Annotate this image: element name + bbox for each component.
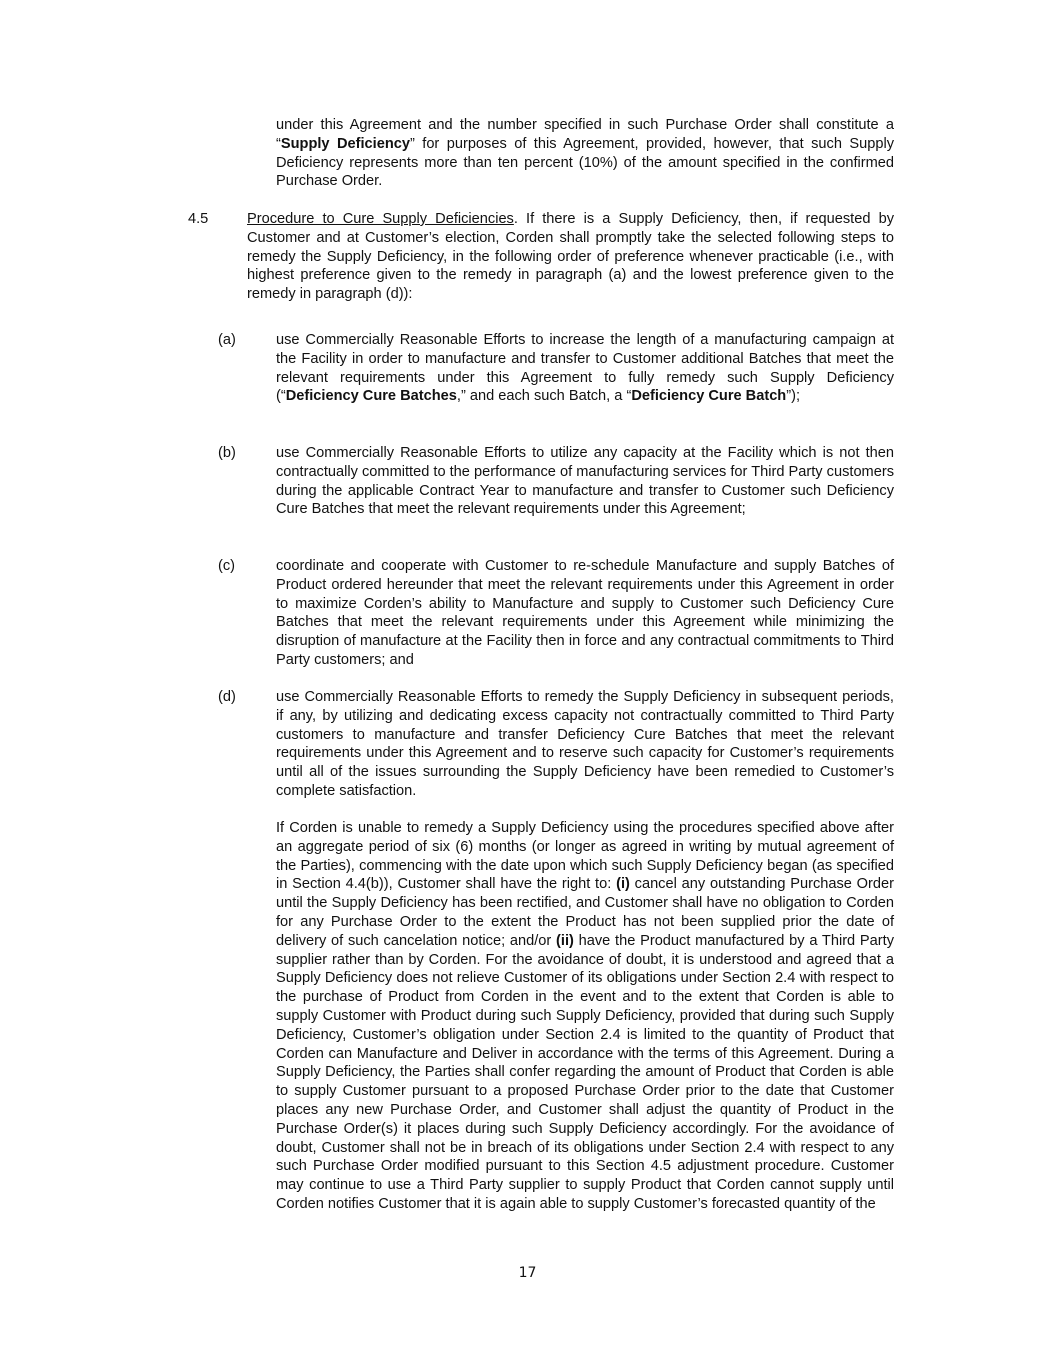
item-b-label: (b): [218, 445, 236, 461]
item-d-text: use Commercially Reasonable Efforts to remedy the Supply Deficiency in subsequent periods, if any, by utilizing and dedicating excess capacity not contractually committed to Third Party customers to manufacture and transfer Deficiency Cure Batches that meet the relevant requirements under this Agreement and to reserve such capacity for Customer’s requirements until all of the issues surrounding the Supply Deficiency have been remedied to Customer’s complete satisfaction.: [276, 689, 894, 799]
section-number: 4.5: [188, 211, 209, 227]
item-c-label: (c): [218, 558, 236, 574]
term-deficiency-cure-batches: Deficiency Cure Batches: [285, 388, 457, 405]
option-i-label: (i): [616, 876, 630, 893]
page-number: 17: [518, 1265, 537, 1281]
item-b-text: use Commercially Reasonable Efforts to utilize any capacity at the Facility which is not then contractually committed to the performance of manufacturing services for Third Party customers during the applicable Contract Year to manufacture and transfer to Customer such Deficiency Cure Batches that meet the relevant requirements under this Agreement;: [276, 445, 894, 518]
item-a-text: use Commercially Reasonable Efforts to increase the length of a manufacturing campaign at the Facility in order to manufacture and transfer to Customer additional Batches that meet the relevant requirements under this Agreement to fully remedy such Supply Deficiency (“Deficiency Cure Batches,” and each such Batch, a “Deficiency Cure Batch”);: [276, 332, 894, 405]
term-supply-deficiency: Supply Deficiency: [280, 135, 410, 152]
item-d-label: (d): [218, 689, 236, 705]
item-c-text: coordinate and cooperate with Customer to re-schedule Manufacture and supply Batches of Product ordered hereunder that meet the relevant requirements under this Agreement in order to maximize Corden’s ability to Manufacture and supply to Customer such Deficiency Cure Batches that meet the relevant requirements under this Agreement while minimizing the disruption of manufacture at the Facility then in force and any contractual commitments to Third Party customers; and: [276, 558, 894, 668]
item-a-label: (a): [218, 332, 236, 348]
section-4-5-paragraph: Procedure to Cure Supply Deficiencies. If there is a Supply Deficiency, then, if requested by Customer and at Customer’s election, Corden shall promptly take the selected following steps to remedy the Supply Deficiency, in the following order of preference whenever practicable (i.e., with highest preference given to the remedy in paragraph (a) and the lowest preference given to the remedy in paragraph (d)):: [247, 211, 894, 303]
closing-paragraph: If Corden is unable to remedy a Supply Deficiency using the procedures specified above after an aggregate period of six (6) months (or longer as agreed in writing by mutual agreement of the Parties), commencing with the date upon which such Supply Deficiency began (as specified in Section 4.4(b)), Customer shall have the right to: (i) cancel any outstanding Purchase Order until the Supply Deficiency has been rectified, and Customer shall have no obligation to Corden for any Purchase Order to the extent the Product has not been supplied prior the date of delivery of such cancelation notice; and/or (ii) have the Product manufactured by a Third Party supplier rather than by Corden. For the avoidance of doubt, it is understood and agreed that a Supply Deficiency does not relieve Customer of its obligations under Section 2.4 with respect to the purchase of Product from Corden in the event and to the extent that Corden is able to supply Customer with Product during such Supply Deficiency, provided that during such Supply Deficiency, Customer’s obligation under Section 2.4 is limited to the quantity of Product that Corden can Manufacture and Deliver in accordance with the terms of this Agreement. During a Supply Deficiency, the Parties shall confer regarding the amount of Product that Corden is able to supply Customer pursuant to a proposed Purchase Order prior to the date that Customer places any new Purchase Order, and Customer shall adjust the quantity of Product in the Purchase Order(s) it places during such Supply Deficiency accordingly. For the avoidance of doubt, Customer shall not be in breach of its obligations under Section 2.4 with respect to any such Purchase Order modified pursuant to this Section 4.5 adjustment procedure. Customer may continue to use a Third Party supplier to supply Product that Corden cannot supply until Corden notifies Customer that it is again able to supply Customer’s forecasted quantity of the: [276, 820, 894, 1212]
section-heading: Procedure to Cure Supply Deficiencies: [247, 211, 514, 227]
term-deficiency-cure-batch: Deficiency Cure Batch: [631, 388, 787, 405]
carryover-paragraph: under this Agreement and the number specified in such Purchase Order shall constitute a “Supply Deficiency” for purposes of this Agreement, provided, however, that such Supply Deficiency represents more than ten percent (10%) of the amount specified in the confirmed Purchase Order.: [276, 117, 894, 190]
option-ii-label: (ii): [556, 932, 574, 949]
